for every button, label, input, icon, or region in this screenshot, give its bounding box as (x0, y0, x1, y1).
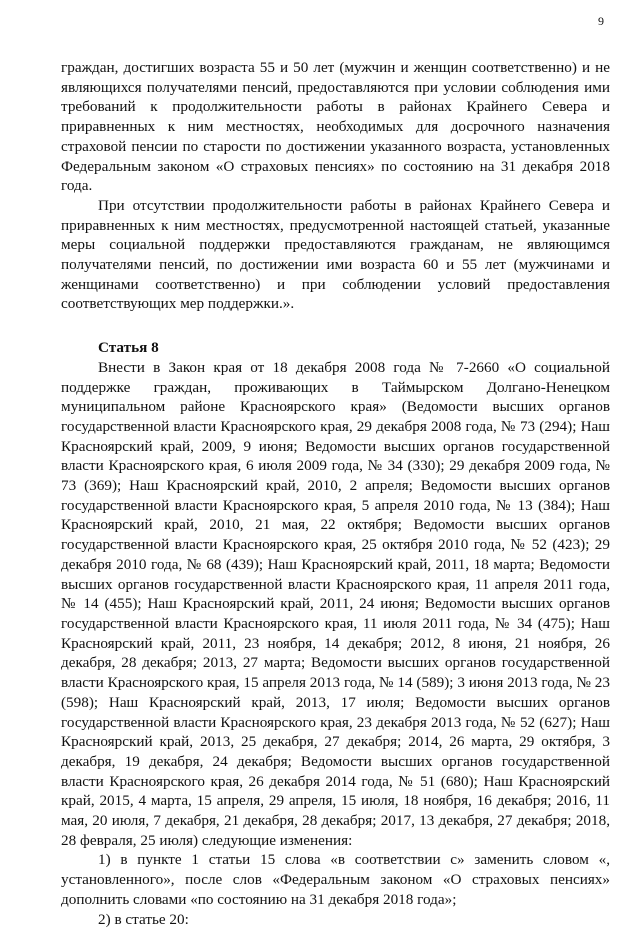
paragraph-no-service-period: При отсутствии продолжительности работы в районах Крайнего Севера и приравненных к ним местностях, предусмотренной настоящей статьей, указанные меры социальной поддержки предоставляются гражданам, не являющимся получателями пенсий, по достижении ими возраста 60 и 55 лет (мужчинами и женщинами соответственно) и при соблюдении условий предоставления соответствующих мер поддержки.». (61, 196, 610, 313)
page-number: 9 (598, 14, 604, 28)
paragraph-amendment-intro: Внести в Закон края от 18 декабря 2008 года № 7-2660 «О социальной поддержке граждан, проживающих в Таймырском Долгано-Ненецком муниципальном районе Красноярского края» (Ведомости высших органов государственной власти Красноярского края, 29 декабря 2008 года, № 73 (294); Наш Красноярский край, 2009, 9 июня; Ведомости высших органов государственной власти Красноярского края, 6 июля 2009 года, № 34 (330); 29 декабря 2009 года, № 73 (369); Наш Красноярский край, 2010, 2 апреля; Ведомости высших органов государственной власти Красноярского края, 5 апреля 2010 года, № 13 (384); Наш Красноярский край, 2010, 21 мая, 22 октября; Ведомости высших органов государственной власти Красноярского края, 25 октября 2010 года, № 52 (423); 29 декабря 2010 года, № 68 (439); Наш Красноярский край, 2011, 18 марта; Ведомости высших органов государственной власти Красноярского края, 11 апреля 2011 года, № 14 (455); Наш Красноярский край, 2011, 24 июня; Ведомости высших органов государственной власти Красноярского края, 11 июля 2011 года, № 34 (475); Наш Красноярский край, 2011, 23 ноября, 14 декабря; 2012, 8 июня, 21 ноября, 26 декабря, 28 декабря; 2013, 27 марта; Ведомости высших органов государственной власти Красноярского края, 15 апреля 2013 года, № 14 (589); 3 июня 2013 года, № 23 (598); Наш Красноярский край, 2013, 17 июля; Ведомости высших органов государственной власти Красноярского края, 23 декабря 2013 года, № 52 (627); Наш Красноярский край, 2013, 25 декабря, 27 декабря; 2014, 26 марта, 29 октября, 3 декабря, 19 декабря, 24 декабря; Ведомости высших органов государственной власти Красноярского края, 26 декабря 2014 года, № 51 (680); Наш Красноярский край, 2015, 4 марта, 15 апреля, 29 апреля, 15 июля, 18 ноября, 16 декабря; 2016, 11 мая, 20 июля, 7 декабря, 21 декабря, 28 декабря; 2017, 13 декабря, 27 декабря; 2018, 28 февраля, 25 июля) следующие изменения: (61, 358, 610, 849)
paragraph-continuation: граждан, достигших возраста 55 и 50 лет (мужчин и женщин соответственно) и не являющихся получателями пенсий, предоставляются при условии соблюдения ими требований к продолжительности работы в районах Крайнего Севера и приравненных к ним местностях, необходимых для досрочного назначения страховой пенсии по старости по достижении указанного возраста, установленных Федеральным законом «О страховых пенсиях» по состоянию на 31 декабря 2018 года. (61, 59, 610, 195)
article-heading: Статья 8 (98, 339, 159, 357)
paragraph-item-2: 2) в статье 20: (98, 910, 189, 928)
paragraph-item-1: 1) в пункте 1 статьи 15 слова «в соответствии с» заменить словом «, установленного», после слов «Федеральным законом «О страховых пенсиях» дополнить словами «по состоянию на 31 декабря 2018 года»; (61, 851, 610, 908)
document-body (61, 58, 610, 929)
